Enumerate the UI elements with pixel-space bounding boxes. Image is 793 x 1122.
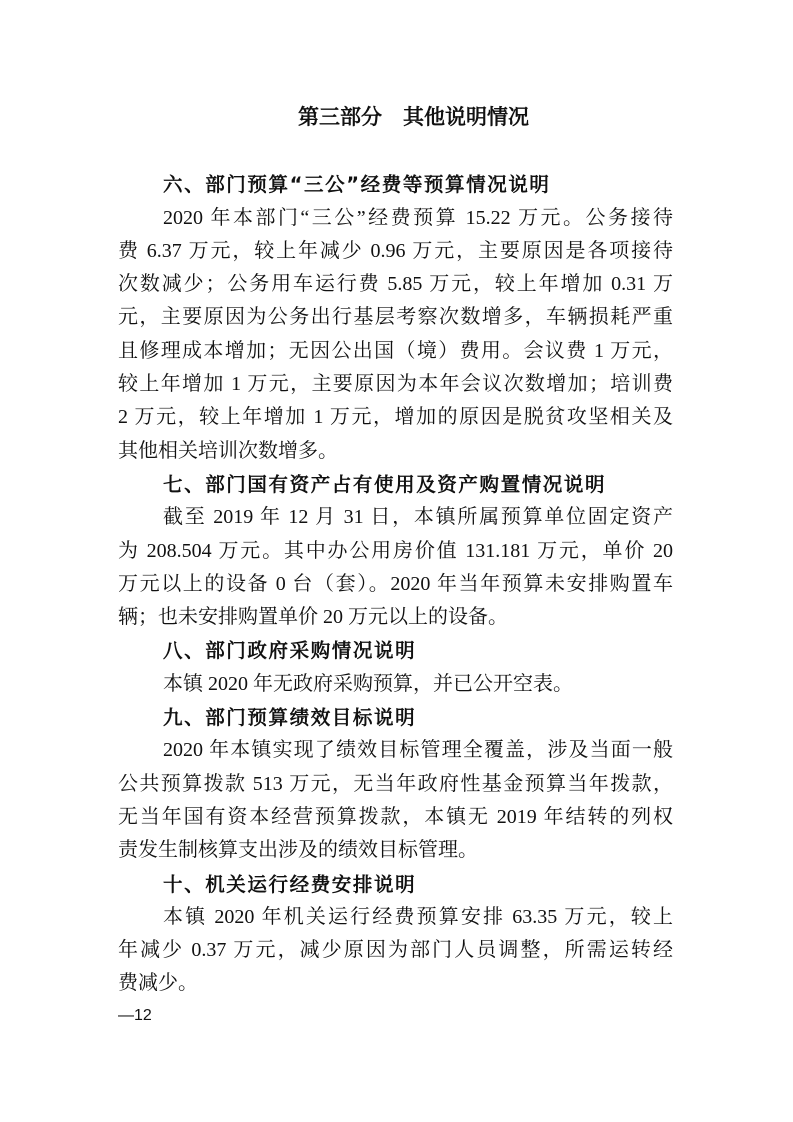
paragraph-line: 本镇 2020 年机关运行经费预算安排 63.35 万元，较上 [163,905,673,928]
paragraph-line: 本镇 2020 年无政府采购预算，并已公开空表。 [163,672,573,695]
paragraph-line: 元，主要原因为公务出行基层考察次数增多，车辆损耗严重 [118,306,673,329]
page-title: 第三部分 其他说明情况 [298,105,529,129]
section-heading-eight: 八、部门政府采购情况说明 [163,639,417,663]
paragraph-line: 公共预算拨款 513 万元，无当年政府性基金预算当年拨款， [118,772,673,795]
paragraph-line: 且修理成本增加；无因公出国（境）费用。会议费 1 万元， [118,339,673,362]
page-number: —12 [118,1007,152,1024]
paragraph-line: 万元以上的设备 0 台（套）。2020 年当年预算未安排购置车 [118,572,673,595]
paragraph-line: 为 208.504 万元。其中办公用房价值 131.181 万元，单价 20 [118,539,673,562]
paragraph-line: 费减少。 [118,972,198,995]
paragraph-line: 2020 年本镇实现了绩效目标管理全覆盖，涉及当面一般 [163,739,673,762]
paragraph-line: 2020 年本部门“三公”经费预算 15.22 万元。公务接待 [163,206,673,229]
paragraph-line: 其他相关培训次数增多。 [118,439,338,462]
paragraph-line: 责发生制核算支出涉及的绩效目标管理。 [118,839,478,862]
paragraph-line: 无当年国有资本经营预算拨款，本镇无 2019 年结转的列权 [118,805,673,828]
paragraph-line: 2 万元，较上年增加 1 万元，增加的原因是脱贫攻坚相关及 [118,406,673,429]
section-heading-ten: 十、机关运行经费安排说明 [163,872,417,896]
paragraph-line: 截至 2019 年 12 月 31 日，本镇所属预算单位固定资产 [163,506,673,529]
paragraph-line: 年减少 0.37 万元，减少原因为部门人员调整，所需运转经 [118,939,673,962]
paragraph-line: 辆；也未安排购置单价 20 万元以上的设备。 [118,606,508,629]
section-heading-seven: 七、部门国有资产占有使用及资产购置情况说明 [163,472,607,496]
paragraph-line: 较上年增加 1 万元，主要原因为本年会议次数增加；培训费 [118,373,673,396]
document-body [118,168,673,1000]
paragraph-line: 费 6.37 万元，较上年减少 0.96 万元，主要原因是各项接待 [118,239,673,262]
section-heading-nine: 九、部门预算绩效目标说明 [163,706,417,730]
section-heading-six: 六、部门预算“三公”经费等预算情况说明 [163,173,551,197]
paragraph-line: 次数减少；公务用车运行费 5.85 万元，较上年增加 0.31 万 [118,273,673,296]
